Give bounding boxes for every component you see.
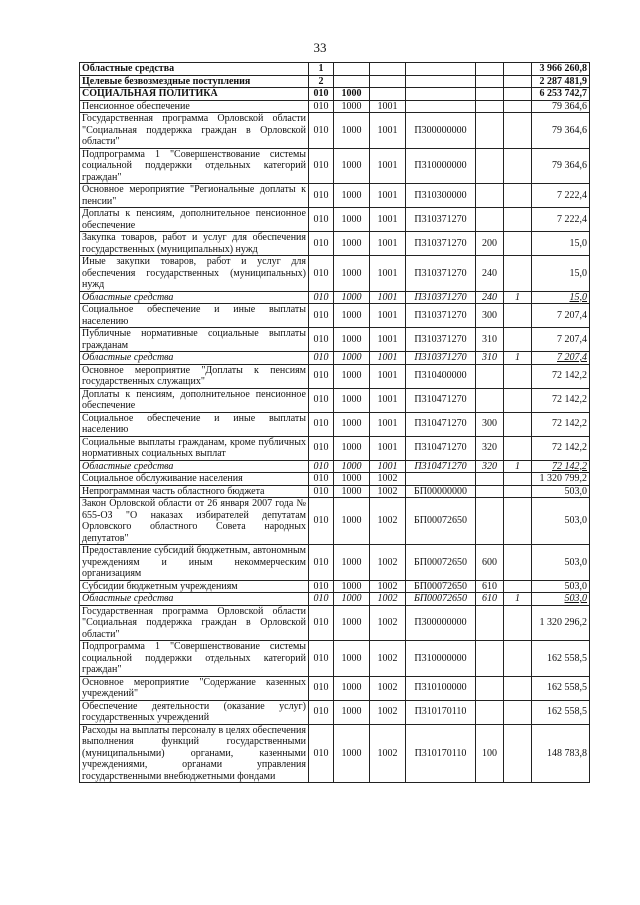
cell-section: 1000	[334, 700, 370, 724]
table-row	[80, 184, 590, 208]
cell-target-article: П310471270	[406, 436, 476, 460]
table-row	[80, 208, 590, 232]
cell-expense-type	[476, 700, 504, 724]
cell-funding-source	[504, 328, 532, 352]
cell-name: Целевые безвозмездные поступления	[80, 75, 309, 88]
cell-target-article: П300000000	[406, 113, 476, 149]
cell-expense-type	[476, 148, 504, 184]
cell-section: 1000	[334, 580, 370, 593]
cell-subsection: 1001	[370, 388, 406, 412]
cell-grbs: 010	[309, 593, 334, 606]
cell-section: 1000	[334, 184, 370, 208]
cell-grbs: 010	[309, 364, 334, 388]
cell-name: Подпрограмма 1 "Совершенствование системы социальной поддержки отдельных категорий граждан"	[80, 641, 309, 677]
cell-name: Областные средства	[80, 593, 309, 606]
cell-funding-source	[504, 75, 532, 88]
cell-target-article	[406, 75, 476, 88]
table-row	[80, 88, 590, 101]
table-row	[80, 700, 590, 724]
cell-target-article: П300000000	[406, 605, 476, 641]
cell-expense-type	[476, 88, 504, 101]
cell-funding-source	[504, 256, 532, 292]
cell-section: 1000	[334, 328, 370, 352]
cell-name: Социальное обслуживание населения	[80, 473, 309, 486]
table-row	[80, 498, 590, 545]
cell-subsection: 1002	[370, 641, 406, 677]
table-row	[80, 436, 590, 460]
cell-subsection: 1001	[370, 148, 406, 184]
cell-expense-type: 310	[476, 328, 504, 352]
cell-target-article	[406, 63, 476, 76]
cell-grbs: 2	[309, 75, 334, 88]
table-row	[80, 291, 590, 304]
cell-expense-type: 610	[476, 593, 504, 606]
cell-funding-source: 1	[504, 352, 532, 365]
cell-target-article	[406, 473, 476, 486]
cell-grbs: 010	[309, 328, 334, 352]
table-row	[80, 148, 590, 184]
cell-section: 1000	[334, 412, 370, 436]
table-row	[80, 113, 590, 149]
cell-target-article: БП00072650	[406, 545, 476, 581]
cell-name: Социальные выплаты гражданам, кроме публичных нормативных социальных выплат	[80, 436, 309, 460]
cell-name: Государственная программа Орловской области "Социальная поддержка граждан в Орловской области"	[80, 113, 309, 149]
table-row	[80, 580, 590, 593]
cell-name: Социальное обеспечение и иные выплаты населению	[80, 412, 309, 436]
cell-subsection: 1002	[370, 605, 406, 641]
cell-name: Государственная программа Орловской области "Социальная поддержка граждан в Орловской области"	[80, 605, 309, 641]
cell-expense-type: 320	[476, 460, 504, 473]
cell-name: Пенсионное обеспечение	[80, 100, 309, 113]
cell-expense-type: 300	[476, 412, 504, 436]
cell-grbs: 010	[309, 352, 334, 365]
cell-section: 1000	[334, 88, 370, 101]
cell-subsection: 1002	[370, 545, 406, 581]
cell-subsection: 1001	[370, 100, 406, 113]
cell-amount: 7 222,4	[532, 184, 590, 208]
cell-section: 1000	[334, 113, 370, 149]
cell-grbs: 1	[309, 63, 334, 76]
cell-expense-type	[476, 605, 504, 641]
cell-grbs: 010	[309, 485, 334, 498]
cell-section: 1000	[334, 364, 370, 388]
cell-target-article: П310471270	[406, 388, 476, 412]
cell-amount: 7 207,4	[532, 352, 590, 365]
cell-amount: 148 783,8	[532, 724, 590, 783]
cell-target-article: П310100000	[406, 676, 476, 700]
cell-amount: 1 320 296,2	[532, 605, 590, 641]
cell-amount: 72 142,2	[532, 460, 590, 473]
table-row	[80, 256, 590, 292]
cell-name: Субсидии бюджетным учреждениям	[80, 580, 309, 593]
cell-subsection: 1002	[370, 473, 406, 486]
cell-grbs: 010	[309, 545, 334, 581]
cell-section: 1000	[334, 352, 370, 365]
cell-section: 1000	[334, 676, 370, 700]
table-row	[80, 545, 590, 581]
cell-expense-type: 300	[476, 304, 504, 328]
cell-grbs: 010	[309, 256, 334, 292]
table-row	[80, 75, 590, 88]
table-row	[80, 388, 590, 412]
cell-target-article: П310371270	[406, 256, 476, 292]
cell-funding-source	[504, 485, 532, 498]
cell-grbs: 010	[309, 676, 334, 700]
cell-section: 1000	[334, 545, 370, 581]
cell-subsection: 1001	[370, 412, 406, 436]
cell-grbs: 010	[309, 580, 334, 593]
cell-funding-source	[504, 113, 532, 149]
cell-subsection: 1002	[370, 580, 406, 593]
cell-expense-type: 200	[476, 232, 504, 256]
cell-name: Подпрограмма 1 "Совершенствование системы социальной поддержки отдельных категорий граждан"	[80, 148, 309, 184]
cell-funding-source	[504, 580, 532, 593]
cell-funding-source	[504, 724, 532, 783]
cell-subsection: 1002	[370, 700, 406, 724]
cell-target-article: П310371270	[406, 328, 476, 352]
cell-grbs: 010	[309, 641, 334, 677]
cell-section: 1000	[334, 605, 370, 641]
cell-amount: 15,0	[532, 232, 590, 256]
cell-expense-type	[476, 63, 504, 76]
cell-subsection	[370, 63, 406, 76]
cell-funding-source	[504, 436, 532, 460]
cell-amount: 503,0	[532, 593, 590, 606]
cell-expense-type: 600	[476, 545, 504, 581]
cell-target-article: П310371270	[406, 304, 476, 328]
table-row	[80, 304, 590, 328]
cell-expense-type: 610	[476, 580, 504, 593]
cell-section: 1000	[334, 641, 370, 677]
cell-amount: 162 558,5	[532, 641, 590, 677]
cell-grbs: 010	[309, 148, 334, 184]
cell-grbs: 010	[309, 436, 334, 460]
cell-amount: 7 207,4	[532, 304, 590, 328]
cell-subsection: 1002	[370, 724, 406, 783]
cell-grbs: 010	[309, 208, 334, 232]
cell-grbs: 010	[309, 100, 334, 113]
cell-subsection: 1002	[370, 676, 406, 700]
table-row	[80, 63, 590, 76]
cell-funding-source	[504, 498, 532, 545]
cell-amount: 503,0	[532, 498, 590, 545]
cell-grbs: 010	[309, 388, 334, 412]
cell-subsection: 1001	[370, 256, 406, 292]
cell-section: 1000	[334, 304, 370, 328]
cell-expense-type	[476, 184, 504, 208]
cell-funding-source	[504, 364, 532, 388]
cell-target-article: П310371270	[406, 232, 476, 256]
cell-section: 1000	[334, 208, 370, 232]
cell-expense-type	[476, 364, 504, 388]
cell-name: Областные средства	[80, 291, 309, 304]
cell-amount: 503,0	[532, 545, 590, 581]
cell-name: Доплаты к пенсиям, дополнительное пенсионное обеспечение	[80, 208, 309, 232]
cell-target-article: БП00072650	[406, 580, 476, 593]
cell-expense-type	[476, 498, 504, 545]
cell-grbs: 010	[309, 700, 334, 724]
cell-funding-source	[504, 232, 532, 256]
cell-name: Основное мероприятие "Доплаты к пенсиям государственных служащих"	[80, 364, 309, 388]
cell-name: Публичные нормативные социальные выплаты гражданам	[80, 328, 309, 352]
cell-section: 1000	[334, 473, 370, 486]
cell-grbs: 010	[309, 473, 334, 486]
cell-target-article: П310170110	[406, 724, 476, 783]
cell-funding-source	[504, 100, 532, 113]
cell-funding-source	[504, 63, 532, 76]
cell-subsection: 1001	[370, 291, 406, 304]
cell-expense-type	[476, 641, 504, 677]
cell-subsection: 1001	[370, 208, 406, 232]
cell-funding-source: 1	[504, 593, 532, 606]
cell-grbs: 010	[309, 232, 334, 256]
cell-expense-type	[476, 113, 504, 149]
cell-target-article: БП00072650	[406, 498, 476, 545]
cell-funding-source: 1	[504, 291, 532, 304]
cell-funding-source	[504, 88, 532, 101]
cell-funding-source	[504, 605, 532, 641]
cell-name: Доплаты к пенсиям, дополнительное пенсионное обеспечение	[80, 388, 309, 412]
cell-expense-type: 240	[476, 291, 504, 304]
cell-target-article: П310371270	[406, 291, 476, 304]
cell-funding-source	[504, 641, 532, 677]
table-row	[80, 593, 590, 606]
cell-name: Обеспечение деятельности (оказание услуг) государственных учреждений	[80, 700, 309, 724]
cell-grbs: 010	[309, 605, 334, 641]
cell-name: Закон Орловской области от 26 января 2007 года № 655-ОЗ "О наказах избирателей депутатам Орловского областного Совета народных депутатов"	[80, 498, 309, 545]
cell-amount: 6 253 742,7	[532, 88, 590, 101]
cell-section: 1000	[334, 460, 370, 473]
cell-expense-type: 240	[476, 256, 504, 292]
cell-expense-type	[476, 75, 504, 88]
cell-name: Областные средства	[80, 352, 309, 365]
cell-grbs: 010	[309, 498, 334, 545]
cell-section: 1000	[334, 485, 370, 498]
cell-amount: 162 558,5	[532, 676, 590, 700]
cell-name: СОЦИАЛЬНАЯ ПОЛИТИКА	[80, 88, 309, 101]
table-row	[80, 605, 590, 641]
cell-subsection: 1002	[370, 485, 406, 498]
cell-name: Иные закупки товаров, работ и услуг для обеспечения государственных (муниципальных) нужд	[80, 256, 309, 292]
cell-name: Предоставление субсидий бюджетным, автономным учреждениям и иным некоммерческим организациям	[80, 545, 309, 581]
cell-expense-type	[476, 100, 504, 113]
cell-target-article: П310400000	[406, 364, 476, 388]
cell-target-article: П310371270	[406, 352, 476, 365]
table-row	[80, 676, 590, 700]
table-row	[80, 485, 590, 498]
cell-funding-source: 1	[504, 460, 532, 473]
cell-funding-source	[504, 412, 532, 436]
cell-funding-source	[504, 700, 532, 724]
table-row	[80, 641, 590, 677]
cell-target-article	[406, 88, 476, 101]
cell-target-article: П310300000	[406, 184, 476, 208]
cell-section: 1000	[334, 291, 370, 304]
cell-subsection: 1001	[370, 184, 406, 208]
cell-funding-source	[504, 545, 532, 581]
cell-funding-source	[504, 676, 532, 700]
cell-amount: 503,0	[532, 580, 590, 593]
cell-target-article	[406, 100, 476, 113]
cell-subsection: 1001	[370, 113, 406, 149]
table-row	[80, 232, 590, 256]
cell-amount: 72 142,2	[532, 388, 590, 412]
cell-amount: 3 966 260,8	[532, 63, 590, 76]
cell-funding-source	[504, 473, 532, 486]
cell-grbs: 010	[309, 304, 334, 328]
cell-target-article: П310170110	[406, 700, 476, 724]
cell-name: Расходы на выплаты персоналу в целях обеспечения выполнения функций государственными (муниципальными) органами, казенными учреждениями, органами управления государственными внебюджетными фондами	[80, 724, 309, 783]
cell-section: 1000	[334, 436, 370, 460]
cell-name: Областные средства	[80, 63, 309, 76]
cell-subsection: 1002	[370, 593, 406, 606]
cell-grbs: 010	[309, 460, 334, 473]
cell-section: 1000	[334, 256, 370, 292]
cell-funding-source	[504, 208, 532, 232]
cell-target-article: БП00072650	[406, 593, 476, 606]
cell-subsection	[370, 88, 406, 101]
cell-section	[334, 63, 370, 76]
cell-amount: 162 558,5	[532, 700, 590, 724]
cell-subsection: 1001	[370, 352, 406, 365]
cell-name: Закупка товаров, работ и услуг для обеспечения государственных (муниципальных) нужд	[80, 232, 309, 256]
cell-amount: 72 142,2	[532, 412, 590, 436]
cell-target-article: П310371270	[406, 208, 476, 232]
cell-subsection: 1001	[370, 232, 406, 256]
cell-name: Основное мероприятие "Региональные доплаты к пенсии"	[80, 184, 309, 208]
cell-subsection	[370, 75, 406, 88]
cell-expense-type: 320	[476, 436, 504, 460]
cell-name: Социальное обеспечение и иные выплаты населению	[80, 304, 309, 328]
cell-grbs: 010	[309, 88, 334, 101]
cell-funding-source	[504, 184, 532, 208]
cell-subsection: 1001	[370, 460, 406, 473]
cell-funding-source	[504, 148, 532, 184]
cell-subsection: 1001	[370, 328, 406, 352]
cell-subsection: 1002	[370, 498, 406, 545]
cell-name: Основное мероприятие "Содержание казенных учреждений"	[80, 676, 309, 700]
cell-amount: 72 142,2	[532, 436, 590, 460]
cell-target-article: П310000000	[406, 641, 476, 677]
table-row	[80, 473, 590, 486]
cell-amount: 72 142,2	[532, 364, 590, 388]
cell-expense-type	[476, 676, 504, 700]
cell-amount: 1 320 799,2	[532, 473, 590, 486]
cell-funding-source	[504, 304, 532, 328]
cell-name: Непрограммная часть областного бюджета	[80, 485, 309, 498]
page-number: 33	[313, 40, 327, 55]
cell-grbs: 010	[309, 412, 334, 436]
cell-amount: 79 364,6	[532, 148, 590, 184]
cell-expense-type	[476, 473, 504, 486]
table-row	[80, 412, 590, 436]
cell-target-article: П310471270	[406, 412, 476, 436]
table-row	[80, 328, 590, 352]
cell-target-article: П310000000	[406, 148, 476, 184]
budget-table	[79, 62, 590, 783]
cell-grbs: 010	[309, 724, 334, 783]
cell-section: 1000	[334, 232, 370, 256]
cell-section: 1000	[334, 100, 370, 113]
cell-grbs: 010	[309, 113, 334, 149]
cell-amount: 15,0	[532, 256, 590, 292]
cell-section: 1000	[334, 593, 370, 606]
cell-section: 1000	[334, 724, 370, 783]
cell-section: 1000	[334, 388, 370, 412]
cell-amount: 79 364,6	[532, 113, 590, 149]
cell-expense-type: 310	[476, 352, 504, 365]
cell-section: 1000	[334, 148, 370, 184]
cell-subsection: 1001	[370, 364, 406, 388]
cell-target-article: П310471270	[406, 460, 476, 473]
cell-amount: 79 364,6	[532, 100, 590, 113]
table-row	[80, 724, 590, 783]
cell-name: Областные средства	[80, 460, 309, 473]
cell-amount: 7 222,4	[532, 208, 590, 232]
cell-subsection: 1001	[370, 436, 406, 460]
cell-subsection: 1001	[370, 304, 406, 328]
cell-amount: 7 207,4	[532, 328, 590, 352]
cell-expense-type	[476, 485, 504, 498]
cell-grbs: 010	[309, 184, 334, 208]
cell-expense-type	[476, 388, 504, 412]
cell-amount: 15,0	[532, 291, 590, 304]
cell-funding-source	[504, 388, 532, 412]
cell-expense-type: 100	[476, 724, 504, 783]
cell-amount: 503,0	[532, 485, 590, 498]
cell-grbs: 010	[309, 291, 334, 304]
table-row	[80, 364, 590, 388]
table-row	[80, 100, 590, 113]
cell-amount: 2 287 481,9	[532, 75, 590, 88]
cell-section	[334, 75, 370, 88]
cell-target-article: БП00000000	[406, 485, 476, 498]
cell-section: 1000	[334, 498, 370, 545]
cell-expense-type	[476, 208, 504, 232]
table-row	[80, 352, 590, 365]
table-row	[80, 460, 590, 473]
